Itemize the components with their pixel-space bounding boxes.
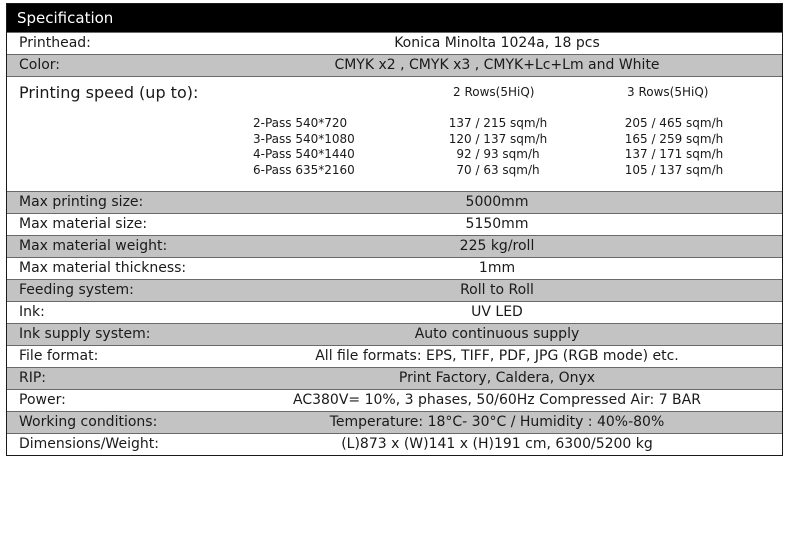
speed-col1-header: 2 Rows(5HiQ) [453,85,535,99]
spec-label: Power: [19,392,66,408]
spec-row [7,411,782,433]
speed-mode: 2-Pass 540*720 [253,116,348,130]
spec-label: Working conditions: [19,414,158,430]
spec-value: UV LED [471,304,523,320]
speed-value-3rows: 165 / 259 sqm/h [624,131,724,146]
spec-label: Ink supply system: [19,326,151,342]
specification-table [6,3,783,456]
speed-rows [7,116,782,178]
spec-label: Feeding system: [19,282,134,298]
spec-row [7,389,782,411]
spec-value: All file formats: EPS, TIFF, PDF, JPG (RGB mode) etc. [315,348,679,364]
speed-row [7,116,782,132]
printing-speed-label: Printing speed (up to): [19,83,199,102]
spec-row [7,345,782,367]
spec-row [7,279,782,301]
speed-mode: 6-Pass 635*2160 [253,162,355,177]
speed-row [7,132,782,148]
spec-row [7,191,782,213]
spec-label: RIP: [19,370,47,386]
spec-label: File format: [19,348,99,364]
speed-value-2rows: 137 / 215 sqm/h [448,116,548,130]
speed-value-2rows: 92 / 93 sqm/h [456,147,540,161]
speed-row [7,147,782,163]
spec-row [7,257,782,279]
speed-value-3rows: 137 / 171 sqm/h [624,147,724,161]
printing-speed-block [7,76,782,191]
speed-row [7,163,782,179]
spec-value: 225 kg/roll [459,238,535,254]
speed-value-3rows: 205 / 465 sqm/h [624,116,724,130]
spec-value: (L)873 x (W)141 x (H)191 cm, 6300/5200 kg [341,436,653,452]
spec-value: AC380V= 10%, 3 phases, 50/60Hz Compressed Air: 7 BAR [293,392,701,408]
spec-value: CMYK x2 , CMYK x3 , CMYK+Lc+Lm and White [334,57,660,73]
spec-label: Printhead: [19,35,91,51]
speed-mode: 4-Pass 540*1440 [253,147,355,161]
speed-value-3rows: 105 / 137 sqm/h [624,162,724,177]
speed-value-2rows: 70 / 63 sqm/h [456,162,540,177]
speed-col2-header: 3 Rows(5HiQ) [627,85,709,99]
spec-value: Temperature: 18°C- 30°C / Humidity : 40%-80% [329,414,665,430]
spec-value: Roll to Roll [460,282,534,298]
spec-row [7,235,782,257]
spec-label: Color: [19,57,61,73]
spec-row [7,301,782,323]
spec-label: Max material size: [19,216,148,232]
spec-value: 5000mm [465,194,529,210]
spec-row [7,32,782,54]
spec-label: Ink: [19,304,45,320]
spec-row [7,367,782,389]
spec-value: Print Factory, Caldera, Onyx [398,370,596,386]
spec-value: 5150mm [465,216,529,232]
spec-row [7,54,782,76]
speed-value-2rows: 120 / 137 sqm/h [448,131,548,146]
spec-value: 1mm [478,260,516,276]
table-title: Specification [7,4,782,32]
rows-bottom [7,191,782,455]
spec-row [7,323,782,345]
speed-mode: 3-Pass 540*1080 [253,131,355,146]
spec-value: Konica Minolta 1024a, 18 pcs [394,35,600,51]
spec-row [7,213,782,235]
spec-label: Max material thickness: [19,260,187,276]
spec-label: Max material weight: [19,238,168,254]
rows-top [7,32,782,76]
spec-label: Max printing size: [19,194,144,210]
spec-label: Dimensions/Weight: [19,436,159,452]
spec-row [7,433,782,455]
spec-value: Auto continuous supply [414,326,580,342]
